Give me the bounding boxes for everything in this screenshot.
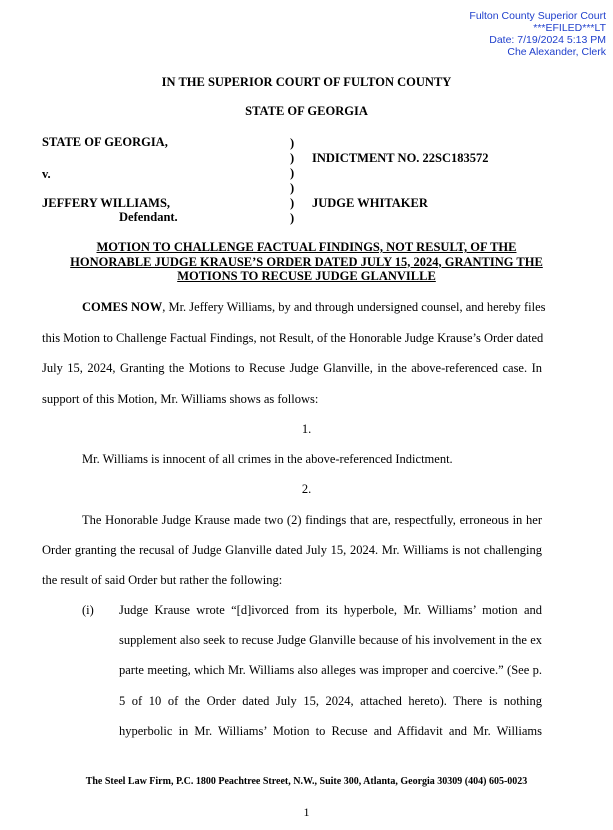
caption-paren: ) [290, 166, 295, 180]
item-line: parte meeting, which Mr. Williams also alleges was improper and coercive.” (See p. [119, 663, 542, 677]
stamp-date: Date: 7/19/2024 5:13 PM [489, 34, 606, 46]
motion-title-line: MOTION TO CHALLENGE FACTUAL FINDINGS, NOT RESULT, OF THE [96, 240, 517, 254]
caption-versus: v. [42, 167, 51, 181]
intro-line: support of this Motion, Mr. Williams shows as follows: [42, 392, 319, 406]
court-heading: IN THE SUPERIOR COURT OF FULTON COUNTY [161, 75, 452, 89]
intro-line [82, 300, 546, 315]
intro-line: this Motion to Challenge Factual Findings, not Result, of the Honorable Judge Krause’s Order dated [42, 331, 544, 345]
section-text: Mr. Williams is innocent of all crimes in the above-referenced Indictment. [82, 452, 453, 466]
section-line: The Honorable Judge Krause made two (2) findings that are, respectfully, erroneous in her [82, 513, 542, 527]
section-line: Order granting the recusal of Judge Glanville dated July 15, 2024. Mr. Williams is not challenging [42, 543, 542, 557]
efiling-stamp [469, 10, 606, 58]
intro-line: July 15, 2024, Granting the Motions to Recuse Judge Glanville, in the above-referenced case. In [42, 361, 542, 375]
state-heading: STATE OF GEORGIA [245, 104, 368, 118]
caption-plaintiff: STATE OF GEORGIA, [42, 135, 168, 149]
intro-line-rest: , Mr. Jeffery Williams, by and through undersigned counsel, and hereby files [162, 300, 546, 314]
caption-paren: ) [290, 151, 295, 165]
stamp-clerk: Che Alexander, Clerk [507, 46, 606, 58]
caption-indictment: INDICTMENT NO. 22SC183572 [312, 151, 489, 165]
section-number: 2. [301, 482, 312, 496]
motion-title [40, 240, 573, 284]
caption-judge: JUDGE WHITAKER [312, 196, 428, 210]
item-label: (i) [82, 603, 94, 617]
motion-title-line: HONORABLE JUDGE KRAUSE’S ORDER DATED JULY 15, 2024, GRANTING THE [70, 254, 543, 269]
page-number: 1 [303, 805, 310, 819]
caption-paren: ) [290, 136, 295, 150]
item-line: supplement also seek to recuse Judge Glanville because of his involvement in the ex [119, 633, 542, 647]
section-number: 1. [301, 422, 312, 436]
stamp-efiled: ***EFILED***LT [533, 22, 606, 34]
stamp-court: Fulton County Superior Court [469, 10, 606, 22]
caption-paren: ) [290, 196, 295, 210]
caption-paren: ) [290, 211, 295, 225]
section-line: the result of said Order but rather the following: [42, 573, 283, 587]
item-line: 5 of 10 of the Order dated July 15, 2024, attached hereto). There is nothing [119, 694, 542, 708]
caption-defendant: JEFFERY WILLIAMS, [42, 196, 171, 210]
firm-footer: The Steel Law Firm, P.C. 1800 Peachtree Street, N.W., Suite 300, Atlanta, Georgia 30309 (404) 605-0023 [85, 776, 528, 787]
caption-paren: ) [290, 181, 295, 195]
motion-title-line: MOTIONS TO RECUSE JUDGE GLANVILLE [177, 269, 436, 283]
item-line: Judge Krause wrote “[d]ivorced from its hyperbole, Mr. Williams’ motion and [119, 603, 542, 617]
caption-defendant-label: Defendant. [119, 210, 178, 224]
item-line: hyperbolic in Mr. Williams’ Motion to Recuse and Affidavit and Mr. Williams [119, 724, 542, 738]
intro-lead: COMES NOW [82, 300, 163, 314]
